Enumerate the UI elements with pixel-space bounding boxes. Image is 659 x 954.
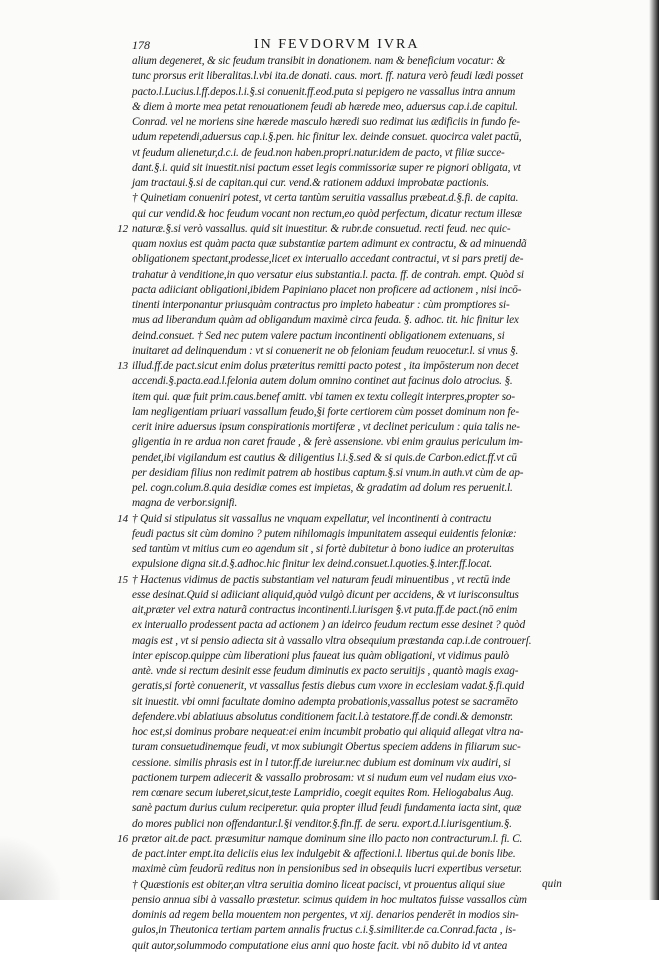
text-line (132, 923, 582, 938)
text-line-content: expulsione digna sit.d.§.adhoc.hic finitur lex deind.consuet.l.quoties.§.inter.ff.locat. (132, 558, 492, 571)
text-line (132, 344, 582, 359)
text-line (132, 740, 582, 755)
text-line (132, 313, 582, 328)
page-corner-wear (0, 830, 60, 900)
text-line (132, 817, 582, 832)
text-line (132, 69, 582, 84)
text-line-content: dant.§.i. quid sit inuestit.nisi pactum esset legis commissoriæ super re pignori obligata, vt (132, 161, 521, 174)
text-line (132, 252, 582, 267)
text-line-content: de pact.inter empt.ita deliciis eius lex indulgebit & affectioni.l. libertus qui.de bonis libe. (132, 848, 516, 860)
text-line (132, 54, 582, 69)
text-line (132, 725, 582, 740)
text-line (117, 832, 582, 847)
text-line-content: gulos,in Theutonica tertiam partem annalis fructus c.i.§.similiter.de ca.Conrad.facta , is- (132, 924, 516, 937)
text-line-content: deind.consuet. † Sed nec putem valere pactum incontinenti obligationem extenuans, si (132, 329, 505, 342)
text-line-content: pacta adiiciant obligationi,ibidem Papiniano placet non proficere ad actionem , nisi incō- (132, 283, 522, 296)
text-line-content: jam tractaui.§.si de capitan.qui cur. vend.& rationem adduxi improbatæ pactionis. (132, 177, 489, 189)
text-line (132, 634, 582, 649)
margin-paragraph-number: 12 (117, 222, 128, 235)
text-line-content: do mores publici non offendantur.l.§i venditor.§.fin.ff. de seru. export.d.l.iurisgentium.§. (132, 817, 512, 830)
text-line-content: & diem à morte mea petat renouationem feudi ab hærede meo, aduersus cap.i.de capitul. (132, 100, 518, 113)
text-line (132, 618, 582, 633)
text-line-content: ait,præter vel extra naturã contractus incontinenti.l.iurisgen §.vt puta.ff.de pact.(nō enim (132, 604, 518, 616)
text-line-content: qui cur vendid.& hoc feudum vocant non rectum,eo quòd perfectum, dicatur rectum illesæ (132, 207, 522, 220)
text-line-content: † Hactenus vidimus de pactis substantiam vel naturam feudi minuentibus , vt rectū inde (132, 573, 511, 586)
text-line (132, 100, 582, 115)
text-line (132, 146, 582, 161)
text-line-content: item qui. quæ fuit prim.caus.benef amitt. vbi tamen ex textu collegit interpres,propter so- (132, 390, 515, 403)
text-line-content: † Quæstionis est obiter,an vltra seruitia domino liceat pacisci, vt prouentus aliqui siue (132, 878, 505, 891)
text-line-content: accendi.§.pacta.ead.l.felonia autem dolum omnino continet aut facinus dolo atrocius. §. (132, 375, 513, 388)
text-line-content: sanè pactum durius culum reciperetur. quia propter illud feudi fundamenta iacta sint, quæ (132, 802, 522, 815)
text-line (132, 801, 582, 816)
text-line-content: hoc est,si dominus probare nequeat:ei enim incumbit probatio qui aliquid allegat vltra na- (132, 726, 524, 738)
text-line (132, 588, 582, 603)
text-line-content: turam consuetudinemque feudi, vt mox subiungit Obertus speciem addens in filiarum suc- (132, 741, 521, 754)
body-text (117, 54, 582, 954)
text-line-content: sit inuestit. vbi omni facultate domino adempta probationis,vassallus potest se sacramēto (132, 695, 518, 708)
text-line-content: rem cœnare secum iuberet,sicut,teste Lampridio, coegit equites Rom. Heliogabalus Aug. (132, 787, 514, 799)
text-line (132, 679, 582, 694)
text-line (132, 85, 582, 100)
text-line (117, 222, 582, 237)
text-line-content: † Quid si stipulatus sit vassallus ne vnquam expellatur, vel incontinenti à contractu (132, 512, 492, 525)
text-line-content: maximè cùm feudorū reditus non in pensionibus sed in obsequiis lucri expertibus versetur. (132, 863, 522, 876)
margin-paragraph-number: 13 (117, 360, 128, 372)
text-line (132, 329, 582, 344)
text-line (132, 481, 582, 496)
text-line-content: magis est , vt si pensio adiecta sit à vassallo vltra obsequium præstanda cap.i.de controuerſ. (132, 634, 532, 647)
text-line-content: quam noxius est quàm pacta quæ substantiæ partem adimunt ex contractu, & ad minuendã (132, 238, 527, 250)
text-line-content: illud.ff.de pact.sicut enim dolus præteritus remitti pacto potest , ita impōsterum non decet (132, 360, 519, 372)
text-line (132, 695, 582, 710)
text-line-content: † Quinetiam conueniri potest, vt certa tantùm seruitia vassallus præbeat.d.§.fi. de capita. (132, 192, 519, 205)
text-line-content: mus ad liberandum quàm ad obligandum maximè circa feuda. §. adhoc. tit. hic finitur lex (132, 314, 519, 327)
text-line (132, 130, 582, 145)
text-line (132, 527, 582, 542)
text-line (132, 451, 582, 466)
text-line-content: udum repetendi,aduersus cap.i.§.pen. hic finitur lex. deinde consuet. quocirca valet pactū, (132, 131, 522, 144)
text-line-content: inter episcop.quippe cùm liberationi plus faueat ius quàm obligationi, vt vidimus paulò (132, 649, 509, 662)
text-line-content: lam negligentiam priuari vassallum feudo,§i forte certiorem cùm posset dominum non fe- (132, 405, 519, 418)
text-line-content: alium degeneret, & sic feudum transibit in donationem. nam & beneficium vocatur: & (132, 55, 506, 67)
text-line (132, 710, 582, 725)
text-line (132, 908, 582, 923)
text-line-content: ex interuallo prodessent pacta ad actionem ) an ideirco feudum rectum esse desinet ? quòd (132, 619, 526, 632)
text-line (132, 862, 582, 877)
text-line (132, 435, 582, 450)
text-line (132, 878, 582, 893)
text-line (132, 847, 582, 862)
text-line-content: obligationem spectant,prodesse,licet ex interuallo accedant contractui, vt si pars pretij de- (132, 253, 524, 266)
text-line (132, 390, 582, 405)
text-line (132, 191, 582, 206)
text-line (117, 573, 582, 588)
text-line (132, 298, 582, 313)
catchword: quin (542, 878, 562, 890)
text-line (132, 893, 582, 908)
page-number: 178 (132, 38, 150, 52)
text-line-content: naturæ.§.si verò vassallus. quid sit inuestitur. & rubr.de consuetud. recti feud. nec quic- (132, 222, 511, 235)
text-line (132, 939, 582, 954)
text-line (117, 359, 582, 374)
text-line-content: feudi pactus sit cùm domino ? putem nihilomagis impunitatem assequi euidentis feloniæ: (132, 527, 517, 540)
margin-paragraph-number: 15 (117, 573, 128, 586)
margin-paragraph-number: 14 (117, 512, 128, 525)
text-line-content: prætor ait.de pact. præsumitur namque dominum sine illo pacto non contracturum.l. fi. C. (132, 832, 523, 845)
text-line (132, 268, 582, 283)
text-line (132, 405, 582, 420)
text-line-content: esse desinat.Quid si adiiciant aliquid,quòd vulgò dicunt per accidens, & vt iurisconsultus (132, 588, 519, 601)
text-line (132, 283, 582, 298)
text-line (132, 207, 582, 222)
text-line (132, 786, 582, 801)
text-line (132, 603, 582, 618)
text-line-content: tinenti interponantur priusquàm contractus pro impleto habeatur : cùm promptiores si- (132, 299, 510, 311)
text-line (132, 161, 582, 176)
text-line-content: cerit inire aduersus ipsum conspirationis mortiferæ , vt declinet periculum : quia talis ne- (132, 421, 520, 433)
text-line-content: magna de verbor.signifi. (132, 497, 238, 510)
text-line-content: inuitaret ad delinquendum : vt si conuenerit ne ob feloniam feudum reuocetur.l. si vnus §. (132, 344, 519, 357)
page-edge-shadow (649, 0, 659, 900)
text-line-content: pacto.l.Lucius.l.ff.depos.l.i.§.si conuenit.ff.eod.puta si pepigero ne vassallus intra annum (132, 85, 516, 98)
text-line (132, 542, 582, 557)
text-line (117, 512, 582, 527)
text-line (132, 237, 582, 252)
text-line (132, 557, 582, 572)
text-line-content: defendere.vbi ablatiuus absolutus conditionem facit.l.à testatore.ff.de condi.& demonstr. (132, 710, 514, 723)
text-line-content: antè. vnde si rectum desinit esse feudum diminutis ex pacto seruitijs , quantò magis exag- (132, 665, 519, 677)
text-line (132, 756, 582, 771)
text-line-content: vt feudum alienetur,d.c.i. de feud.non haben.propri.natur.idem de pacto, vt filiæ succe- (132, 146, 505, 159)
text-line-content: sed tantùm vt mitius cum eo agendum sit , si fortè dubitetur à bono iudice an proteruitas (132, 543, 514, 555)
text-line-content: tunc prorsus erit liberalitas.l.vbi ita.de donati. caus. mort. ff. natura verò feudi lædi posset (132, 70, 524, 83)
text-line (132, 496, 582, 511)
text-line-content: pensio annua sibi à vassallo præstetur. scimus quidem in hoc multatos fuisse vassallos cùm (132, 893, 527, 906)
text-line (132, 115, 582, 130)
text-line-content: dominis ad regem bella mouentem non pergentes, vt xij. denarios penderēt in modios sin- (132, 909, 519, 921)
text-line-content: trahatur à venditione,in quo versatur eius substantia.l. pacta. ff. de contrah. empt. Quòd si (132, 268, 524, 281)
running-title: IN FEVDORVM IVRA (254, 37, 420, 52)
text-line (132, 664, 582, 679)
text-line (132, 374, 582, 389)
text-line-content: quit autor,solummodo computatione eius anni quo hoste facit. vbi nō dubito id vt antea (132, 939, 508, 952)
text-line-content: per desidiam filius non redimit patrem ab hostibus captum.§.si vnum.in auth.vt cùm de ap- (132, 466, 524, 479)
text-line-content: pendet,ibi vigilandum est cautius & diligentius l.i.§.sed & si quis.de Carbon.edict.ff.vt cū (132, 451, 517, 464)
text-line-content: pactionem turpem adiecerit & vassallo probrosam: vt si nudum eum vel nudam eius vxo- (132, 771, 517, 784)
text-line-content: gligentia in re ardua non caret fraude , & ferè assensione. vbi enim grauius periculum im- (132, 436, 523, 449)
text-line (132, 466, 582, 481)
text-line-content: Conrad. vel ne moriens sine hærede masculo hæredi suo redimat ius ædificiis in fundo fe- (132, 116, 520, 128)
text-line (132, 771, 582, 786)
text-line (132, 649, 582, 664)
text-line-content: cessione. similis phrasis est in l tutor.ff.de iureiur.nec dubium est dominum vix audiri, si (132, 756, 511, 769)
margin-paragraph-number: 16 (117, 832, 128, 845)
text-line-content: pel. cogn.colum.8.quia desidiæ comes est impietas, & gradatim ad dolum res peruenit.l. (132, 482, 513, 494)
text-line (132, 420, 582, 435)
text-line (132, 176, 582, 191)
text-line-content: geratis,si fortè conuenerit, vt vassallus festis diebus cum vxore in ecclesiam vadat.§.fi.quid (132, 680, 524, 693)
